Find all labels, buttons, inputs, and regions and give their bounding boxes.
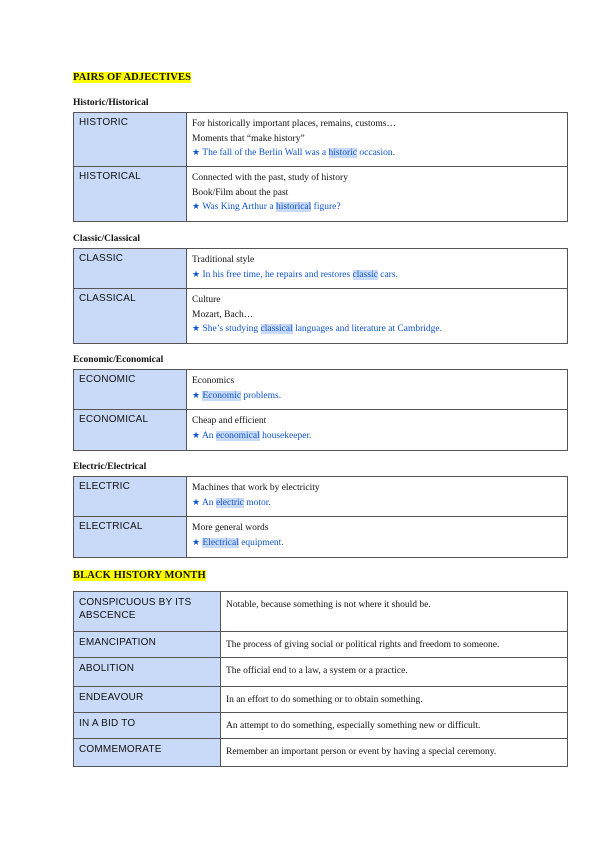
definition-cell: Connected with the past, study of history Book/Film about the past ★ Was King Arthur a historical figure?	[187, 167, 568, 222]
vocabulary-table	[73, 591, 568, 767]
group-heading: Electric/Electrical	[73, 462, 147, 472]
table-row	[74, 713, 568, 739]
term-cell: ABOLITION	[74, 658, 221, 687]
definition-cell: For historically important places, remains, customs… Moments that “make history” ★ The fall of the Berlin Wall was a historic occasion.	[187, 113, 568, 167]
definition-cell: Traditional style ★ In his free time, he repairs and restores classic cars.	[187, 249, 568, 289]
definition-cell: In an effort to do something or to obtain something.	[221, 687, 568, 713]
group-heading: Economic/Economical	[73, 355, 164, 365]
table-row	[74, 410, 568, 451]
term-cell: ELECTRIC	[74, 477, 187, 517]
star-icon: ★	[192, 148, 201, 158]
table-row	[74, 658, 568, 687]
example-sentence: ★ An electric motor.	[192, 497, 271, 508]
term-cell: COMMEMORATE	[74, 739, 221, 767]
group-heading: Historic/Historical	[73, 98, 149, 108]
term-cell: ELECTRICAL	[74, 517, 187, 558]
term-cell: HISTORIC	[74, 113, 187, 167]
definition-cell: The process of giving social or political rights and freedom to someone.	[221, 632, 568, 658]
term-cell: HISTORICAL	[74, 167, 187, 222]
table-row	[74, 517, 568, 558]
definition-cell: The official end to a law, a system or a practice.	[221, 658, 568, 687]
term-cell: ECONOMICAL	[74, 410, 187, 451]
definition-cell: Culture Mozart, Bach… ★ She’s studying classical languages and literature at Cambridge.	[187, 289, 568, 344]
definition-cell: An attempt to do something, especially something new or difficult.	[221, 713, 568, 739]
definition-cell: Remember an important person or event by having a special ceremony.	[221, 739, 568, 767]
term-cell: IN A BID TO	[74, 713, 221, 739]
term-cell: ENDEAVOUR	[74, 687, 221, 713]
term-cell: ECONOMIC	[74, 370, 187, 410]
adjective-table	[73, 248, 568, 344]
example-sentence: ★ The fall of the Berlin Wall was a historic occasion.	[192, 148, 396, 158]
example-sentence: ★ In his free time, he repairs and restores classic cars.	[192, 269, 398, 280]
definition-cell: More general words ★ Electrical equipment.	[187, 517, 568, 558]
adjective-table	[73, 112, 568, 222]
table-row	[74, 113, 568, 167]
term-cell: CLASSICAL	[74, 289, 187, 344]
adjective-table	[73, 476, 568, 558]
example-sentence: ★ Economic problems.	[192, 390, 282, 401]
star-icon: ★	[192, 537, 201, 548]
table-row	[74, 592, 568, 632]
example-sentence: ★ Electrical equipment.	[192, 537, 284, 548]
table-row	[74, 249, 568, 289]
group-heading: Classic/Classical	[73, 234, 141, 244]
example-sentence: ★ An economical housekeeper.	[192, 430, 312, 441]
star-icon: ★	[192, 202, 201, 212]
example-sentence: ★ Was King Arthur a historical figure?	[192, 202, 341, 212]
star-icon: ★	[192, 497, 201, 508]
term-cell: EMANCIPATION	[74, 632, 221, 658]
star-icon: ★	[192, 324, 201, 334]
table-row	[74, 167, 568, 222]
black-history-title: BLACK HISTORY MONTH	[73, 570, 206, 581]
table-row	[74, 370, 568, 410]
definition-cell: Economics ★ Economic problems.	[187, 370, 568, 410]
star-icon: ★	[192, 269, 201, 280]
table-row	[74, 739, 568, 767]
term-cell: CONSPICUOUS BY ITS ABSCENCE	[74, 592, 221, 632]
table-row	[74, 477, 568, 517]
definition-cell: Machines that work by electricity ★ An electric motor.	[187, 477, 568, 517]
term-cell: CLASSIC	[74, 249, 187, 289]
definition-cell: Notable, because something is not where it should be.	[221, 592, 568, 632]
adjective-table	[73, 369, 568, 451]
example-sentence: ★ She’s studying classical languages and literature at Cambridge.	[192, 324, 443, 334]
table-row	[74, 289, 568, 344]
star-icon: ★	[192, 430, 201, 441]
table-row	[74, 687, 568, 713]
star-icon: ★	[192, 390, 201, 401]
pairs-title: PAIRS OF ADJECTIVES	[73, 72, 192, 83]
table-row	[74, 632, 568, 658]
definition-cell: Cheap and efficient ★ An economical housekeeper.	[187, 410, 568, 451]
